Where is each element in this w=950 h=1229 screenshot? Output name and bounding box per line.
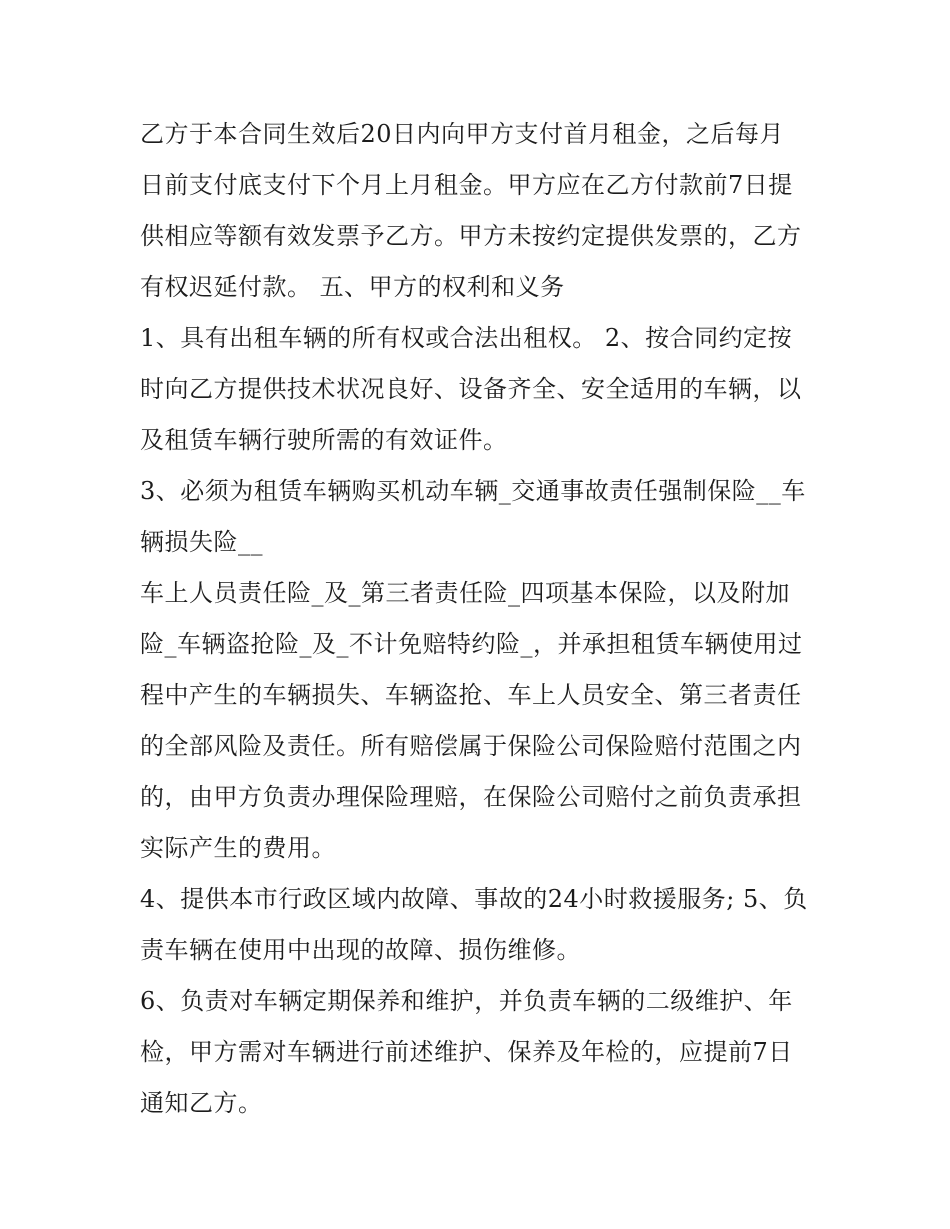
text-line: 供相应等额有效发票予乙方。甲方未按约定提供发票的，乙方: [140, 222, 802, 250]
text-line: 有权迟延付款。 五、甲方的权利和义务: [140, 273, 565, 301]
text-line: 的全部风险及责任。所有赔偿属于保险公司保险赔付范围之内: [140, 732, 802, 760]
text-line: 责车辆在使用中出现的故障、损伤维修。: [140, 936, 581, 964]
text-line: 3、必须为租赁车辆购买机动车辆_交通事故责任强制保险__车: [140, 477, 806, 505]
text-line: 的，由甲方负责办理保险理赔，在保险公司赔付之前负责承担: [140, 783, 802, 811]
text-line: 6、负责对车辆定期保养和维护，并负责车辆的二级维护、年: [140, 987, 793, 1015]
text-line: 4、提供本市行政区域内故障、事故的24小时救援服务; 5、负: [140, 885, 808, 913]
text-line: 通知乙方。: [140, 1089, 263, 1117]
text-line: 日前支付底支付下个月上月租金。甲方应在乙方付款前7日提: [140, 171, 793, 199]
text-line: 检，甲方需对车辆进行前述维护、保养及年检的，应提前7日: [140, 1038, 793, 1066]
text-line: 乙方于本合同生效后20日内向甲方支付首月租金，之后每月: [140, 120, 785, 148]
text-line: 险_车辆盗抢险_及_不计免赔特约险_，并承担租赁车辆使用过: [140, 630, 803, 658]
text-line: 时向乙方提供技术状况良好、设备齐全、安全适用的车辆，以: [140, 375, 802, 403]
text-line: 1、具有出租车辆的所有权或合法出租权。 2、按合同约定按: [140, 324, 793, 352]
text-line: 实际产生的费用。: [140, 834, 336, 862]
text-line: 辆损失险__: [140, 528, 263, 556]
text-line: 及租赁车辆行驶所需的有效证件。: [140, 426, 508, 454]
text-line: 程中产生的车辆损失、车辆盗抢、车上人员安全、第三者责任: [140, 681, 802, 709]
document-body: [140, 109, 820, 1129]
text-line: 车上人员责任险_及_第三者责任险_四项基本保险，以及附加: [140, 579, 790, 607]
